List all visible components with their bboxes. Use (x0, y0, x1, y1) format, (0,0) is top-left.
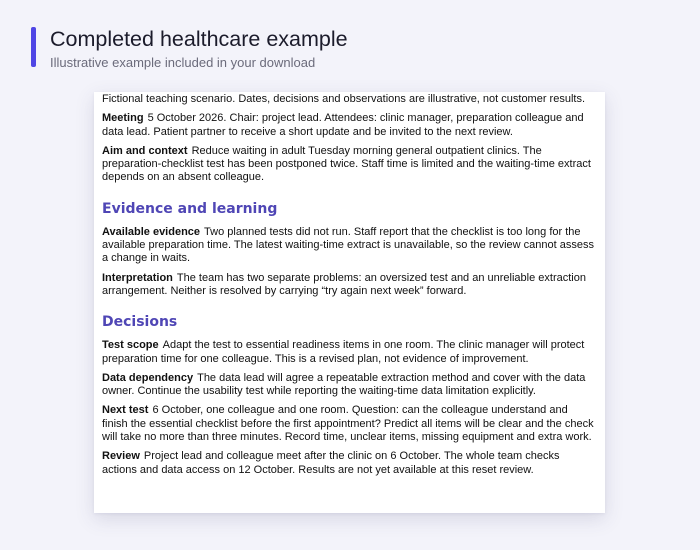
available-evidence-paragraph (102, 226, 596, 266)
aim-term: Aim and context (102, 144, 188, 157)
meeting-term: Meeting (102, 112, 144, 125)
document-preview (94, 92, 605, 513)
page-subtitle: Illustrative example included in your download (50, 55, 316, 70)
review-paragraph (102, 450, 596, 477)
available-evidence-term: Available evidence (102, 225, 201, 238)
next-test-paragraph (102, 404, 596, 444)
interpretation-text: The team has two separate problems: an oversized test and an unreliable extraction arrangement. Neither is resolved by carrying “try again next week” forward. (102, 271, 586, 297)
interpretation-term: Interpretation (102, 271, 173, 284)
interpretation-paragraph (102, 272, 596, 299)
page-header (31, 26, 348, 68)
aim-paragraph (102, 145, 596, 185)
available-evidence-text: Two planned tests did not run. Staff report that the checklist is too long for the available preparation time. The latest waiting-time extract is unavailable, so the review cannot assess a change in waits. (102, 225, 594, 265)
data-dependency-term: Data dependency (102, 371, 194, 384)
data-dependency-text: The data lead will agree a repeatable extraction method and cover with the data owner. Continue the usability test while reporting the waiting-time data limitation explicitly. (102, 371, 586, 398)
test-scope-text: Adapt the test to essential readiness items in one room. The clinic manager will protect preparation time for one colleague. This is a revised plan, not evidence of improvement. (102, 339, 585, 365)
aim-text: Reduce waiting in adult Tuesday morning general outpatient clinics. The preparation-checklist test has been postponed twice. Staff time is limited and the waiting-time extract depends on an absent colleague. (102, 144, 591, 184)
test-scope-term: Test scope (102, 339, 159, 352)
next-test-term: Next test (102, 404, 149, 417)
page-title: Completed healthcare example (50, 27, 348, 51)
evidence-heading: Evidence and learning (102, 200, 278, 217)
data-dependency-paragraph (102, 372, 596, 399)
decisions-heading: Decisions (102, 314, 178, 331)
review-text: Project lead and colleague meet after the clinic on 6 October. The whole team checks actions and data access on 12 October. Results are not yet available at this reset review. (102, 450, 560, 476)
next-test-text: 6 October, one colleague and one room. Question: can the colleague understand and finish the essential checklist before the first appointment? Predict all items will be clear and the check will take no more than three minutes. Record time, unclear items, missing equipment and extra work. (102, 404, 594, 444)
review-term: Review (102, 450, 140, 463)
intro-note: Fictional teaching scenario. Dates, decisions and observations are illustrative, not customer results. (102, 93, 586, 105)
accent-bar (31, 27, 36, 67)
meeting-text: 5 October 2026. Chair: project lead. Attendees: clinic manager, preparation colleague and data lead. Patient partner to receive a short update and be invited to the next review. (102, 112, 584, 138)
meeting-paragraph (102, 112, 596, 139)
test-scope-paragraph (102, 339, 596, 366)
